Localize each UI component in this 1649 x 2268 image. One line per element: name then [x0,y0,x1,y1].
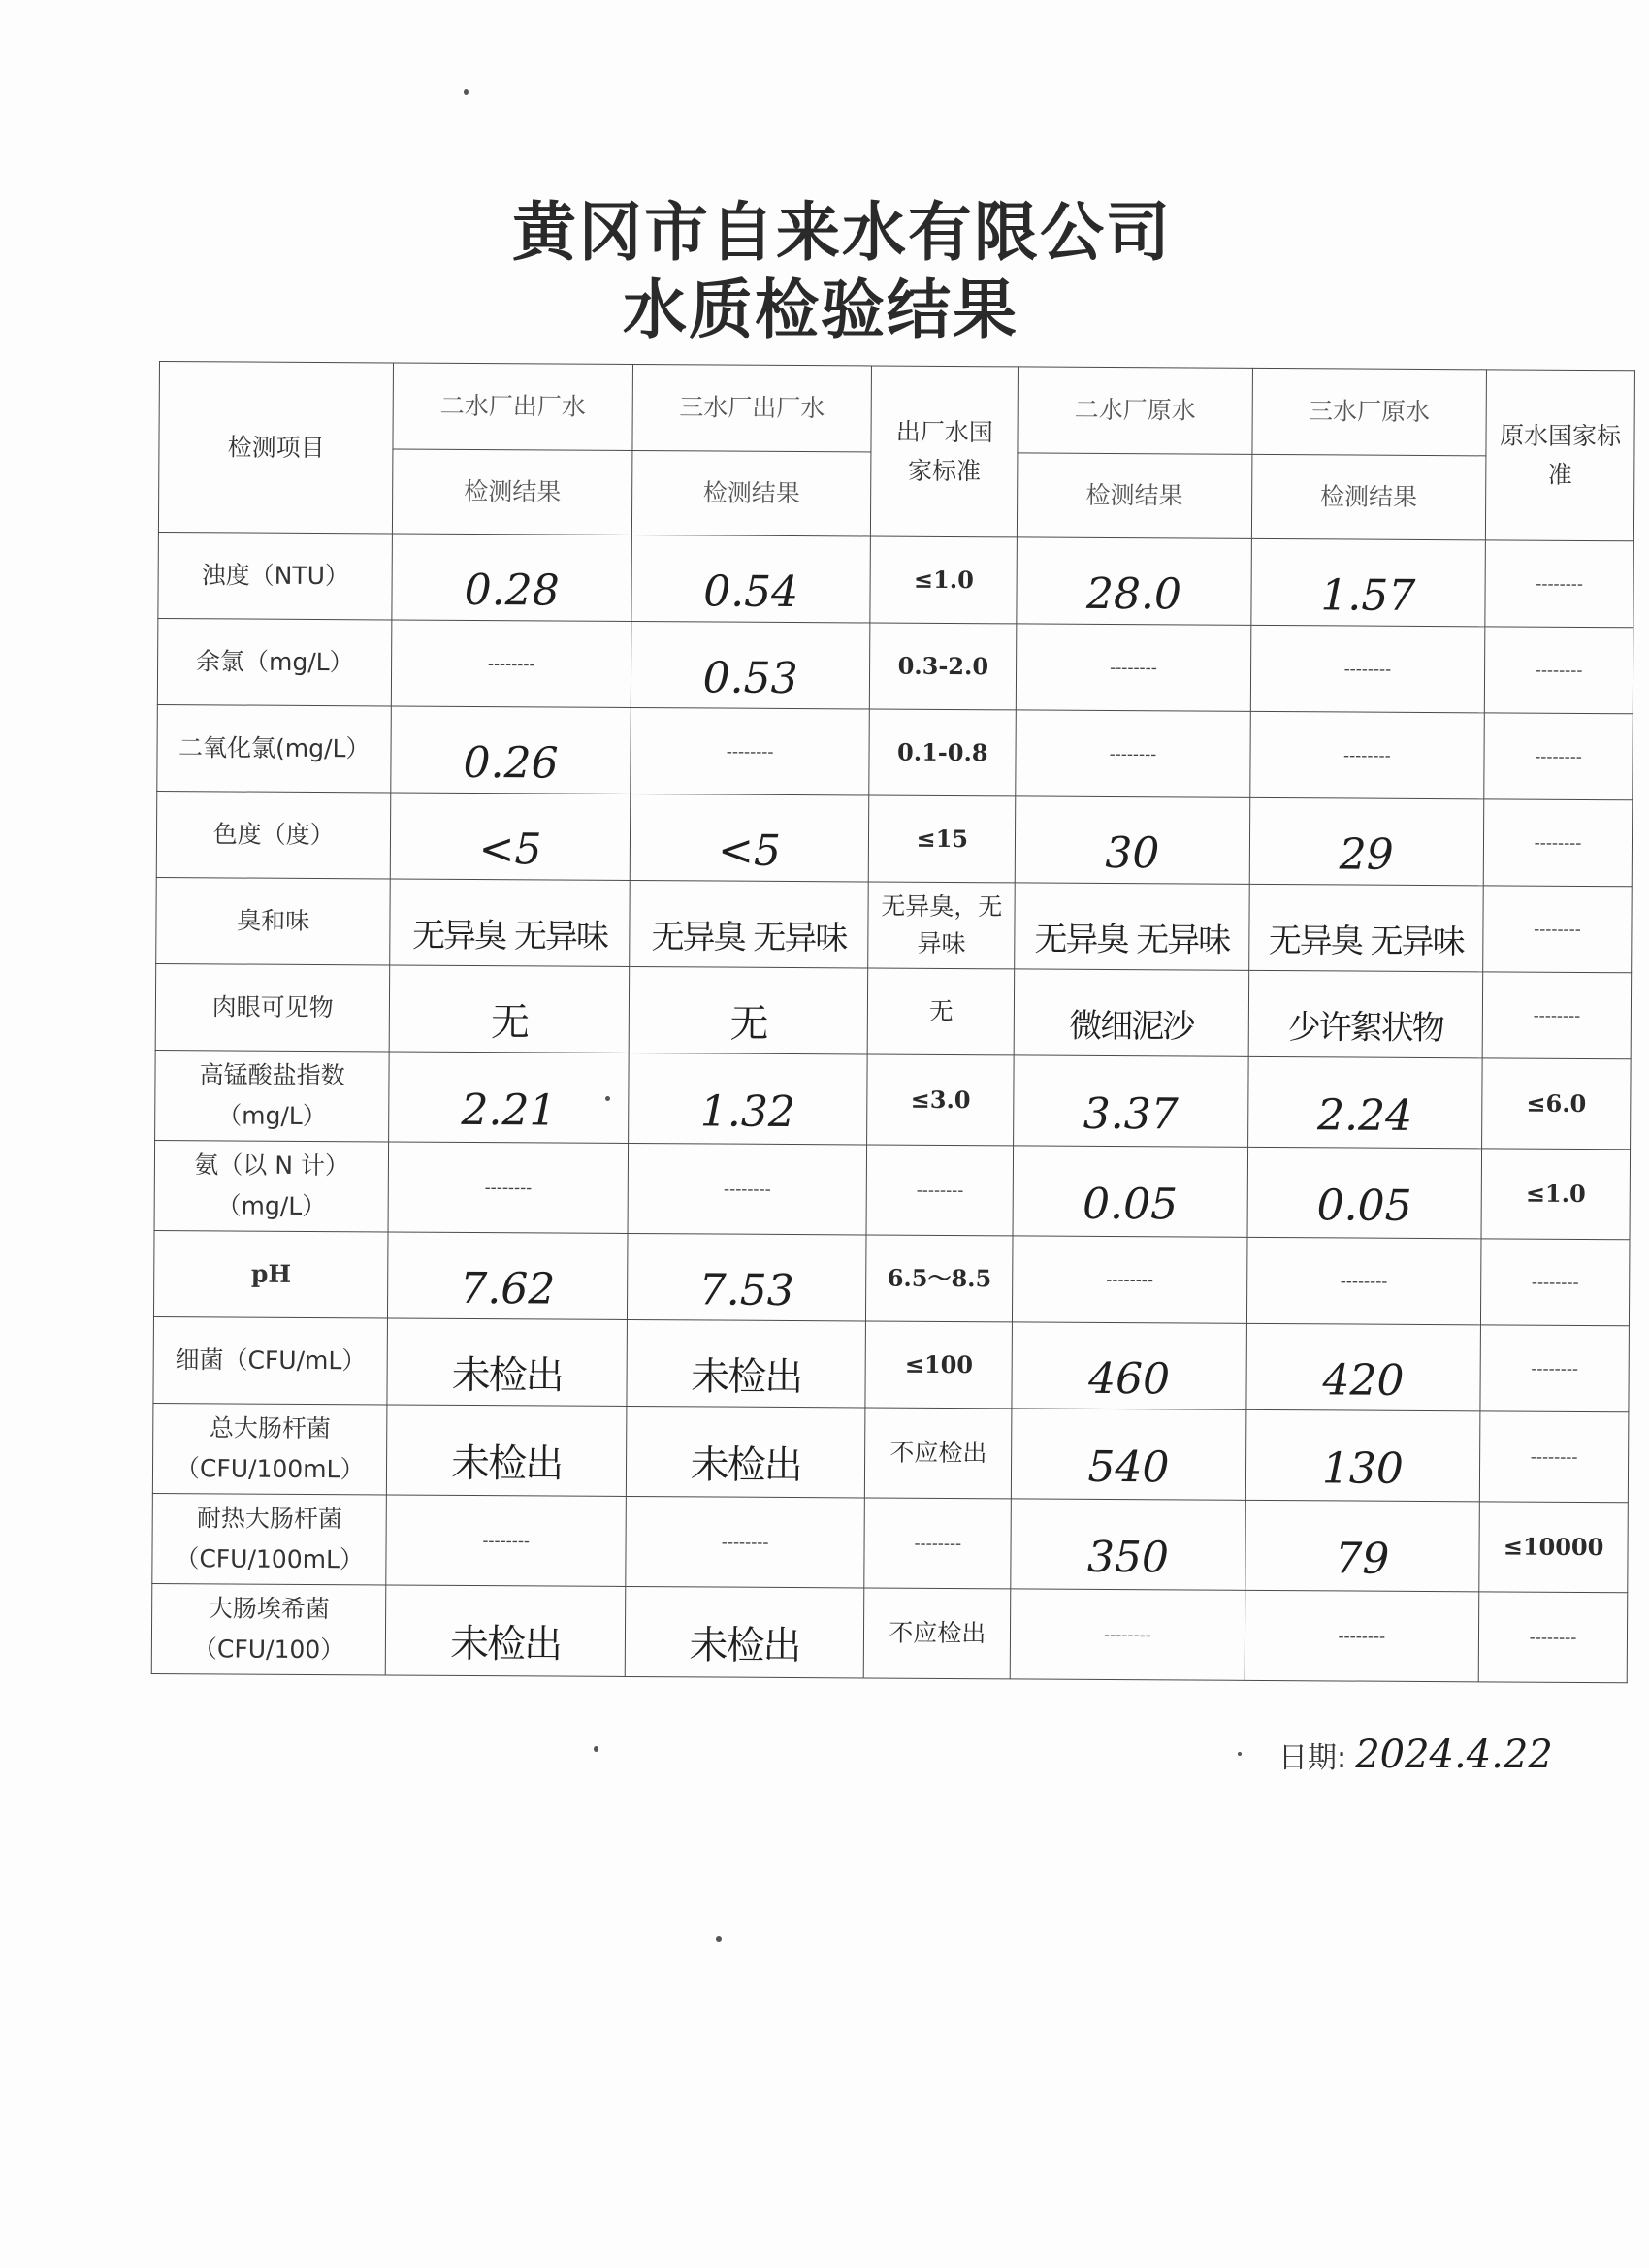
date-block [1278,1733,1553,1777]
plant3-effluent-result [630,794,869,882]
handwritten-value: 0.05 [1316,1181,1412,1231]
row-item-label [157,704,392,792]
plant2-raw-result [1011,1499,1245,1590]
header-row-1 [159,362,1635,457]
standard-value: ≤100 [904,1349,974,1379]
empty-dash: -------- [1106,1269,1154,1290]
handwritten-value: 少许絮状物 [1287,1008,1443,1049]
raw-standard-value [1482,1058,1632,1150]
plant2-effluent-result [386,1495,626,1587]
handwritten-value: 未检出 [689,1623,800,1669]
item-unit: （CFU/100） [192,1635,345,1665]
empty-dash: -------- [916,1180,964,1201]
table-row [153,1230,1630,1325]
scan-speck [464,89,469,95]
item-name: 氨（以 N 计） [194,1150,350,1181]
row-item-label [154,1140,389,1231]
empty-dash: -------- [484,1177,533,1198]
row-item-label [157,618,392,705]
effluent-standard-value [867,1054,1014,1146]
item-name: 高锰酸盐指数 [199,1060,345,1090]
scan-speck [594,1746,598,1752]
plant3-raw-result [1247,1056,1482,1148]
plant2-effluent-result [387,1405,627,1497]
empty-dash: -------- [1529,1627,1577,1648]
water-quality-table [151,361,1635,1683]
plant3-raw-result [1248,970,1483,1057]
scan-speck [605,1096,610,1101]
item-name: pH [250,1259,292,1288]
plant2-raw-result [1015,796,1249,884]
item-name: 臭和味 [237,906,310,935]
empty-dash: -------- [1535,746,1582,767]
header-effluent-standard [871,366,1018,537]
handwritten-value: 0.05 [1082,1179,1179,1230]
row-item-label [156,877,391,964]
plant3-effluent-result [630,707,870,795]
handwritten-value: 420 [1322,1355,1405,1406]
empty-dash: -------- [1534,919,1581,940]
handwritten-value: 540 [1087,1442,1170,1493]
table-row [157,704,1633,799]
plant2-effluent-result [390,879,630,967]
row-item-label [153,1230,388,1317]
effluent-standard-value [869,709,1016,796]
plant2-raw-result [1014,1055,1248,1147]
empty-dash: -------- [1531,1272,1579,1293]
plant3-effluent-result [627,1319,866,1408]
handwritten-value: <5 [478,825,542,875]
title-block [0,194,1649,349]
plant2-raw-result [1014,969,1248,1056]
plant2-raw-result [1015,883,1249,970]
row-item-label [156,791,391,878]
plant3-effluent-result [626,1496,865,1588]
handwritten-value: 130 [1321,1443,1405,1494]
item-name: 色度（度） [212,820,335,850]
date-value: 2024.4.22 [1355,1733,1553,1777]
header-effluent-standard-text: 出厂水国家标准 [895,417,993,485]
handwritten-value: 2.24 [1316,1090,1413,1141]
row-item-label [155,963,390,1051]
handwritten-value: 0.53 [702,653,798,704]
row-item-label [152,1403,387,1494]
plant2-effluent-result [391,793,630,881]
handwritten-value: 79 [1335,1534,1390,1584]
item-name: 余氯（mg/L） [195,647,354,677]
table-row [156,877,1633,972]
item-name: 耐热大肠杆菌 [196,1504,343,1534]
plant3-raw-result [1250,538,1485,626]
raw-standard-value [1479,1502,1629,1593]
header-result-label: 检测结果 [1251,454,1486,539]
plant2-raw-result [1010,1589,1245,1680]
plant3-raw-result [1249,797,1484,885]
handwritten-value: 3.37 [1083,1088,1179,1140]
company-title: 黄冈市自来水有限公司 [512,195,1172,270]
standard-value: 不应检出 [889,1438,987,1468]
standard-value: ≤1.0 [913,565,974,595]
item-unit: （mg/L） [217,1101,327,1131]
table-row [153,1316,1630,1411]
standard-value: 6.5～8.5 [887,1263,992,1293]
empty-dash: -------- [914,1533,962,1554]
plant2-effluent-result [389,1052,629,1144]
row-item-label [153,1316,388,1404]
plant3-raw-result [1245,1590,1479,1681]
raw-standard-value [1484,713,1633,800]
plant3-raw-result [1249,711,1484,798]
handwritten-value: 未检出 [690,1442,801,1489]
item-name: 细菌（CFU/mL） [175,1345,367,1376]
table-row [151,1583,1628,1682]
plant2-raw-result [1012,1409,1246,1500]
handwritten-value: 2.21 [461,1085,557,1136]
header-plant3-raw: 三水厂原水 [1252,368,1487,455]
plant3-raw-result [1250,625,1485,712]
empty-dash: -------- [1110,657,1157,678]
scan-speck [1238,1752,1242,1756]
plant3-raw-result [1248,884,1483,971]
raw-standard-value [1482,972,1631,1059]
handwritten-value: 7.62 [460,1263,556,1314]
raw-standard-value [1480,1325,1629,1412]
effluent-standard-value [870,536,1017,624]
handwritten-value: 460 [1087,1353,1171,1405]
row-item-label [155,1050,390,1141]
item-name: 总大肠杆菌 [209,1413,332,1443]
handwritten-value: 350 [1086,1532,1170,1583]
empty-dash: -------- [723,1179,771,1200]
handwritten-value: 未检出 [451,1441,563,1487]
item-unit: （CFU/100mL） [175,1544,365,1574]
raw-standard-value [1479,1411,1629,1503]
raw-standard-value [1478,1592,1628,1683]
item-unit: （CFU/100mL） [175,1454,365,1484]
handwritten-value: 微细泥沙 [1069,1006,1194,1047]
plant3-effluent-result [625,1586,864,1678]
table-row [152,1403,1629,1502]
handwritten-value: 无 [729,1001,767,1047]
empty-dash: -------- [1534,832,1582,854]
empty-dash: -------- [721,1532,769,1553]
handwritten-value: 无异臭 无异味 [1034,920,1230,960]
row-item-label [151,1583,386,1674]
plant2-raw-result [1013,1146,1247,1237]
table-row [158,532,1634,627]
plant2-raw-result [1013,1236,1247,1323]
empty-dash: -------- [1338,1625,1386,1647]
effluent-standard-value [866,1235,1013,1322]
standard-value: ≤10000 [1503,1532,1604,1562]
handwritten-value: 30 [1105,827,1160,879]
plant2-effluent-result [392,620,631,708]
empty-dash: -------- [1342,744,1391,766]
raw-standard-value [1483,886,1632,973]
handwritten-value: 无 [490,1000,529,1046]
plant2-effluent-result [388,1142,628,1234]
effluent-standard-value [866,1145,1013,1236]
row-item-label [158,532,393,619]
handwritten-value: 0.26 [463,737,559,789]
scan-speck [716,1936,722,1942]
plant3-raw-result [1246,1323,1481,1410]
handwritten-value: 7.53 [698,1265,794,1316]
empty-dash: -------- [487,653,535,674]
standard-value: ≤3.0 [910,1085,971,1115]
handwritten-value: 无异臭 无异味 [651,918,847,958]
effluent-standard-value [864,1588,1011,1679]
plant2-raw-result [1012,1322,1246,1409]
empty-dash: -------- [1343,658,1392,680]
plant2-raw-result [1017,537,1251,625]
handwritten-value: 28.0 [1085,568,1182,620]
empty-dash: -------- [482,1530,531,1551]
header-item: 检测项目 [158,362,393,534]
plant2-effluent-result [388,1232,628,1320]
plant2-effluent-result [390,965,630,1053]
date-label: 日期: [1278,1741,1347,1775]
standard-value: 无 [928,996,954,1026]
empty-dash: -------- [1533,1005,1581,1026]
table-row [157,618,1633,713]
plant3-effluent-result [626,1406,865,1498]
raw-standard-value [1485,540,1633,628]
plant2-raw-result [1017,624,1251,711]
raw-standard-value [1481,1149,1631,1240]
empty-dash: -------- [1530,1446,1578,1468]
handwritten-value: 未检出 [451,1352,563,1399]
plant3-effluent-result [630,621,870,709]
table-row [156,791,1633,886]
item-name: 肉眼可见物 [211,992,334,1022]
plant3-raw-result [1245,1500,1479,1591]
handwritten-value: 0.54 [703,567,799,618]
item-name: 浊度（NTU） [201,561,350,591]
table-row [155,963,1632,1058]
table-row [154,1140,1631,1239]
row-item-label [152,1493,387,1584]
effluent-standard-value [870,623,1017,710]
item-unit: （mg/L） [216,1191,327,1221]
plant3-effluent-result [628,1143,867,1235]
raw-standard-value [1483,799,1632,887]
empty-dash: -------- [1535,660,1583,681]
raw-standard-value [1481,1239,1630,1326]
effluent-standard-value [867,968,1014,1055]
plant3-effluent-result [630,880,869,968]
header-result-label: 检测结果 [631,450,871,536]
plant3-raw-result [1246,1237,1481,1324]
header-raw-standard-text: 原水国家标准 [1499,420,1622,489]
plant3-effluent-result [631,535,871,623]
handwritten-value: 无异臭 无异味 [1268,921,1464,962]
empty-dash: -------- [1531,1358,1579,1379]
handwritten-value: 无异臭 无异味 [411,916,608,956]
effluent-standard-value [864,1498,1011,1589]
empty-dash: -------- [1104,1624,1151,1645]
handwritten-value: 未检出 [449,1621,562,1668]
header-result-label: 检测结果 [393,449,632,535]
empty-dash: -------- [1109,743,1157,764]
effluent-standard-value [865,1321,1012,1409]
header-plant3-effluent: 三水厂出厂水 [632,364,872,452]
standard-value: 0.3-2.0 [897,651,989,681]
table-row [152,1493,1629,1592]
empty-dash: -------- [1536,573,1584,595]
standard-value: ≤6.0 [1526,1088,1587,1118]
table-row [155,1050,1632,1149]
effluent-standard-value [869,795,1016,883]
plant3-effluent-result [628,1053,867,1145]
plant2-effluent-result [387,1318,627,1407]
effluent-standard-value [865,1408,1012,1499]
standard-value: 0.1-0.8 [896,737,988,767]
empty-dash: -------- [1340,1270,1388,1292]
handwritten-value: 0.28 [464,565,560,616]
standard-value: ≤15 [916,824,969,854]
handwritten-value: 未检出 [691,1354,802,1401]
plant3-raw-result [1245,1409,1480,1501]
header-result-label: 检测结果 [1018,453,1252,538]
plant3-effluent-result [629,966,868,1054]
item-name: 大肠埃希菌 [208,1594,330,1624]
plant2-effluent-result [392,534,631,622]
item-name: 二氧化氯(mg/L） [178,733,371,763]
handwritten-value: 1.32 [699,1086,796,1138]
standard-value: 不应检出 [889,1618,986,1648]
plant3-effluent-result [627,1233,866,1321]
report-title: 水质检验结果 [623,273,1018,347]
header-raw-standard [1485,370,1634,541]
raw-standard-value [1484,627,1633,714]
handwritten-value: 29 [1339,829,1394,880]
standard-value: ≤1.0 [1525,1179,1586,1208]
header-plant2-raw: 二水厂原水 [1018,367,1252,454]
plant2-effluent-result [391,706,630,794]
empty-dash: -------- [726,741,774,762]
plant2-raw-result [1016,710,1250,797]
plant2-effluent-result [386,1585,626,1677]
header-plant2-effluent: 二水厂出厂水 [393,363,632,451]
standard-value: 无异臭，无异味 [881,891,1003,958]
plant3-raw-result [1247,1147,1482,1238]
handwritten-value: <5 [717,826,782,876]
effluent-standard-value [868,882,1015,969]
handwritten-value: 1.57 [1320,570,1416,621]
